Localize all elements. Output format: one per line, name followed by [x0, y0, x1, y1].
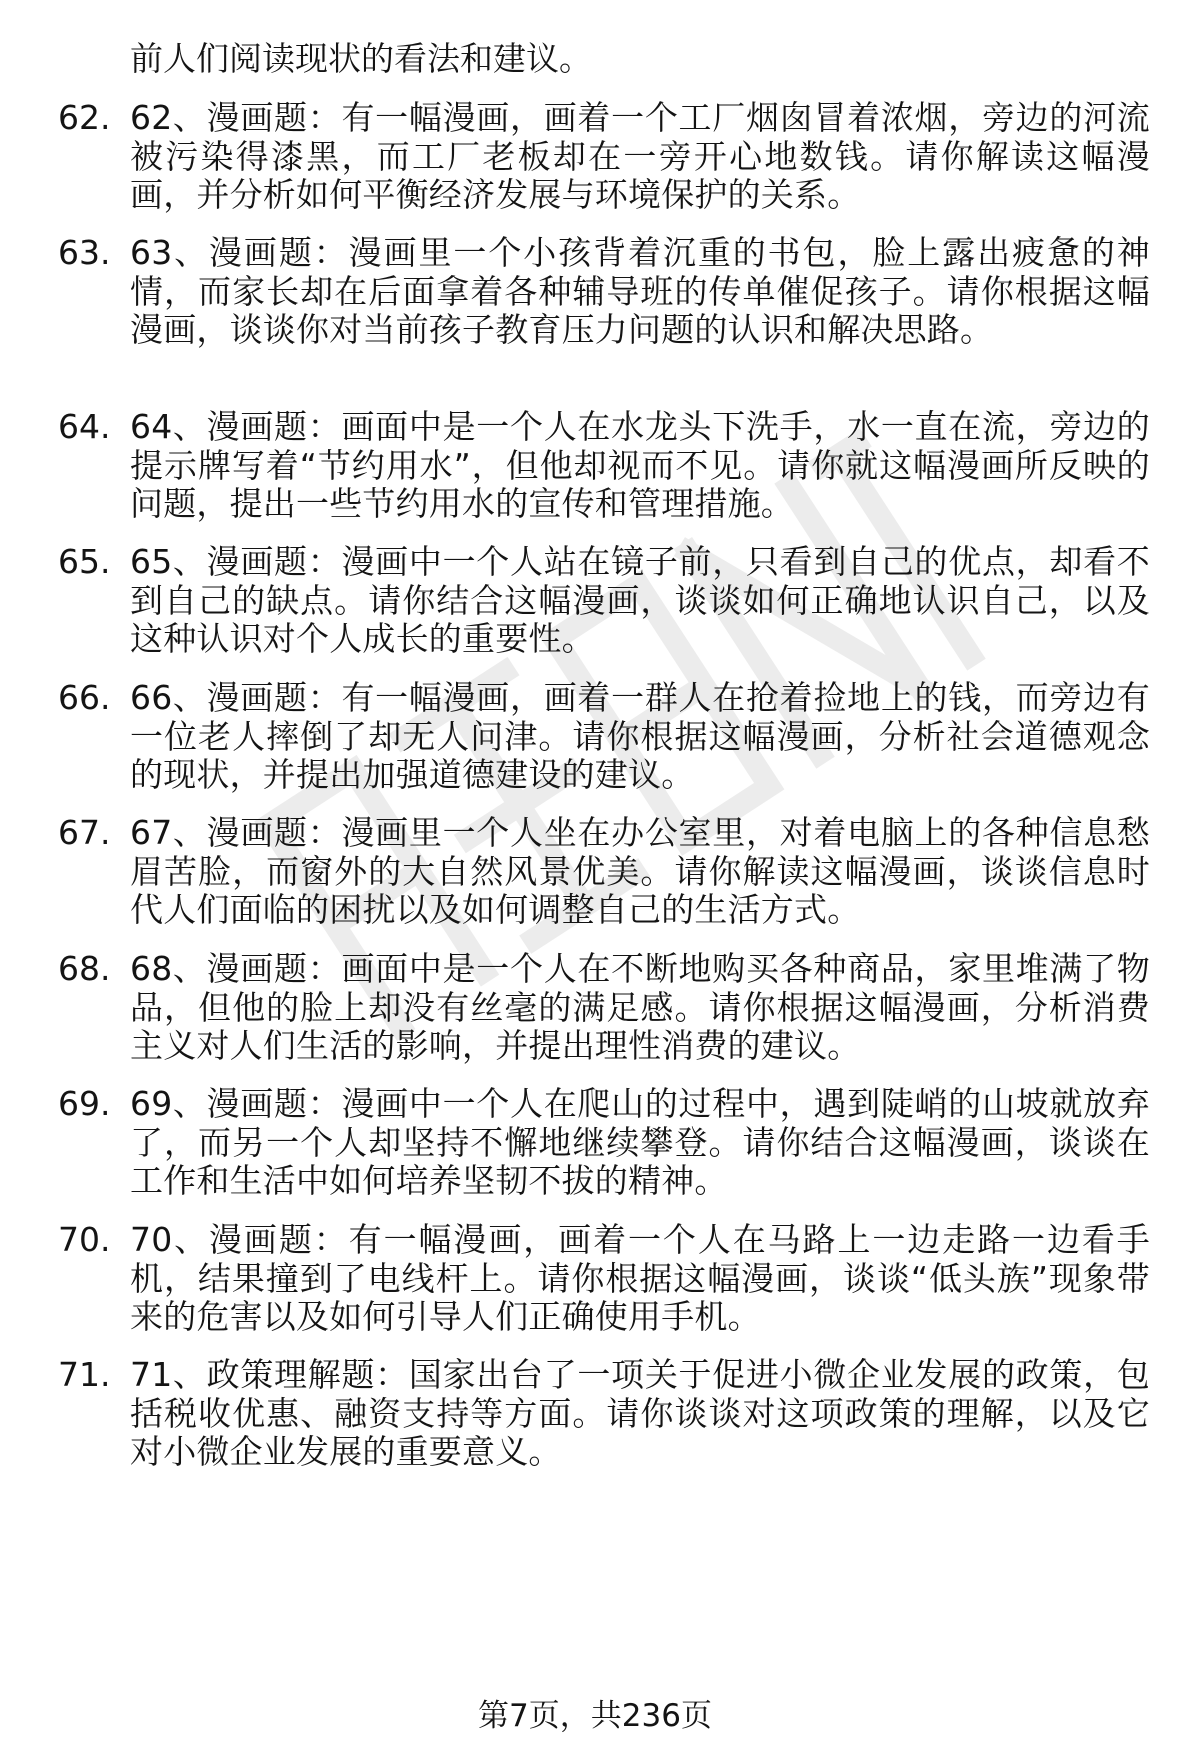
- item-text: 63、漫画题：漫画里一个小孩背着沉重的书包，脸上露出疲惫的神情，而家长却在后面拿着各种辅导班的传单催促孩子。请你根据这幅漫画，谈谈你对当前孩子教育压力问题的认识和解决思路。: [130, 233, 1150, 349]
- item-text: 66、漫画题：有一幅漫画，画着一群人在抢着捡地上的钱，而旁边有一位老人摔倒了却无人问津。请你根据这幅漫画，分析社会道德观念的现状，并提出加强道德建设的建议。: [130, 678, 1150, 794]
- item-text: 64、漫画题：画面中是一个人在水龙头下洗手，水一直在流，旁边的提示牌写着“节约用水”，但他却视而不见。请你就这幅漫画所反映的问题，提出一些节约用水的宣传和管理措施。: [130, 407, 1150, 523]
- item-number: 67.: [58, 813, 111, 852]
- item-number: 70.: [58, 1220, 111, 1259]
- item-number: 71.: [58, 1355, 111, 1394]
- item-number: 68.: [58, 949, 111, 988]
- item-text: 65、漫画题：漫画中一个人站在镜子前，只看到自己的优点，却看不到自己的缺点。请你结合这幅漫画，谈谈如何正确地认识自己，以及这种认识对个人成长的重要性。: [130, 542, 1150, 658]
- page-footer: 第7页，共236页: [478, 1698, 712, 1734]
- item-number: 64.: [58, 407, 111, 446]
- item-text: 62、漫画题：有一幅漫画，画着一个工厂烟囱冒着浓烟，旁边的河流被污染得漆黑，而工厂老板却在一旁开心地数钱。请你解读这幅漫画，并分析如何平衡经济发展与环境保护的关系。: [130, 98, 1150, 214]
- item-text: 71、政策理解题：国家出台了一项关于促进小微企业发展的政策，包括税收优惠、融资支持等方面。请你谈谈对这项政策的理解，以及它对小微企业发展的重要意义。: [130, 1355, 1150, 1471]
- item-number: 65.: [58, 542, 111, 581]
- item-number: 66.: [58, 678, 111, 717]
- item-number: 69.: [58, 1084, 111, 1123]
- item-number: 63.: [58, 233, 111, 272]
- item-text: 67、漫画题：漫画里一个人坐在办公室里，对着电脑上的各种信息愁眉苦脸，而窗外的大自然风景优美。请你解读这幅漫画，谈谈信息时代人们面临的困扰以及如何调整自己的生活方式。: [130, 813, 1150, 929]
- item-number: 62.: [58, 98, 111, 137]
- item-text: 68、漫画题：画面中是一个人在不断地购买各种商品，家里堆满了物品，但他的脸上却没有丝毫的满足感。请你根据这幅漫画，分析消费主义对人们生活的影响，并提出理性消费的建议。: [130, 949, 1150, 1065]
- item-text: 69、漫画题：漫画中一个人在爬山的过程中，遇到陡峭的山坡就放弃了，而另一个人却坚持不懈地继续攀登。请你结合这幅漫画，谈谈在工作和生活中如何培养坚韧不拔的精神。: [130, 1084, 1150, 1200]
- item-text: 70、漫画题：有一幅漫画，画着一个人在马路上一边走路一边看手机，结果撞到了电线杆上。请你根据这幅漫画，谈谈“低头族”现象带来的危害以及如何引导人们正确使用手机。: [130, 1220, 1150, 1336]
- intro-line: 前人们阅读现状的看法和建议。: [130, 39, 592, 78]
